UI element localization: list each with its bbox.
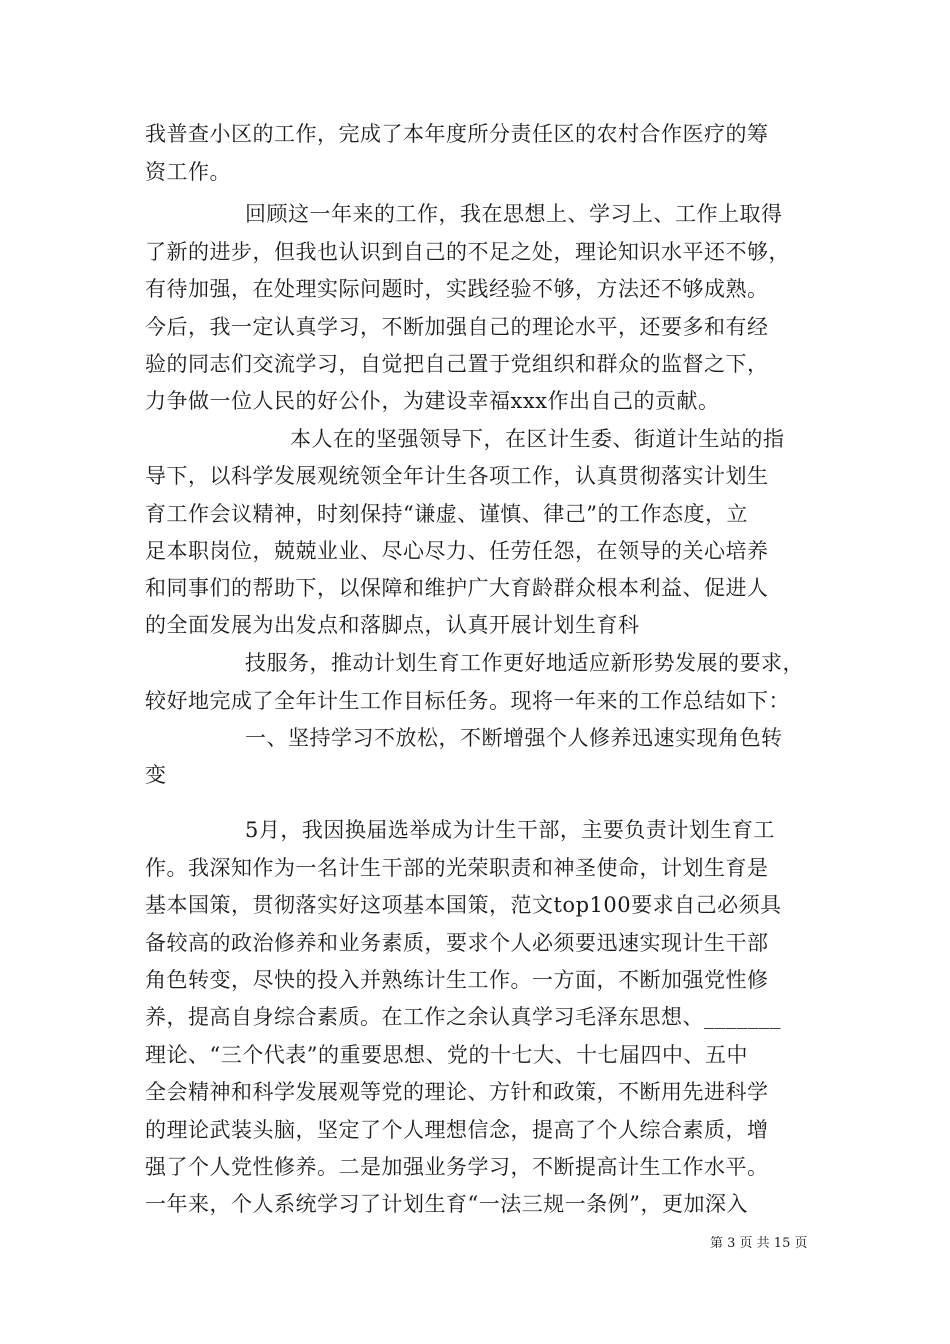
text-line: 验的同志们交流学习，自觉把自己置于党组织和群众的监督之下， <box>145 352 769 376</box>
paragraph-start-line: 本人在的坚强领导下，在区计生委、街道计生站的指 <box>290 427 785 451</box>
section-heading: 一、坚持学习不放松，不断增强个人修养迅速实现角色转 <box>245 726 783 750</box>
text-line: 足本职岗位，兢兢业业、尽心尽力、任劳任怨，在领导的关心培养 <box>145 539 769 563</box>
paragraph-start-line: 技服务，推动计划生育工作更好地适应新形势发展的要求， <box>245 651 804 675</box>
text-line: 理论、“三个代表”的重要思想、党的十七大、十七届四中、五中 <box>145 1043 748 1067</box>
text-line: 全会精神和科学发展观等党的理论、方针和政策，不断用先进科学 <box>145 1080 769 1104</box>
text-line: 资工作。 <box>145 160 231 184</box>
text-line: 和同事们的帮助下，以保障和维护广大育龄群众根本利益、促进人 <box>145 576 769 600</box>
paragraph-start-line: 5月，我因换届选举成为计生干部，主要负责计划生育工 <box>245 818 775 842</box>
page-number: 第 3 页 共 15 页 <box>710 1236 808 1251</box>
text-line: 导下，以科学发展观统领全年计生各项工作，认真贯彻落实计划生 <box>145 464 769 488</box>
text-line: 一年来，个人系统学习了计划生育“一法三规一条例”，更加深入 <box>145 1192 748 1216</box>
text-line: 的理论武装头脑，坚定了个人理想信念，提高了个人综合素质，增 <box>145 1118 769 1142</box>
text-line: 备较高的政治修养和业务素质，要求个人必须要迅速实现计生干部 <box>145 931 769 955</box>
text-line: 强了个人党性修养。二是加强业务学习，不断提高计生工作水平。 <box>145 1155 769 1179</box>
text-line: 我普查小区的工作，完成了本年度所分责任区的农村合作医疗的筹 <box>145 122 769 146</box>
text-line: 角色转变，尽快的投入并熟练计生工作。一方面，不断加强党性修 <box>145 968 769 992</box>
text-line: 今后，我一定认真学习，不断加强自己的理论水平，还要多和有经 <box>145 315 769 339</box>
text-line: 育工作会议精神，时刻保持“谦虚、谨慎、律己”的工作态度，立 <box>145 502 748 526</box>
text-line: 力争做一位人民的好公仆，为建设幸福xxx作出自己的贡献。 <box>145 389 720 413</box>
text-line: 的全面发展为出发点和落脚点，认真开展计划生育科 <box>145 613 640 637</box>
text-line: 了新的进步，但我也认识到自己的不足之处，理论知识水平还不够， <box>145 240 790 264</box>
paragraph-start-line: 回顾这一年来的工作，我在思想上、学习上、工作上取得 <box>245 202 783 226</box>
section-heading-continued: 变 <box>145 763 167 787</box>
text-line: 有待加强，在处理实际问题时，实践经验不够，方法还不够成熟。 <box>145 277 769 301</box>
text-line: 基本国策，贯彻落实好这项基本国策，范文top100要求自己必须具 <box>145 893 782 917</box>
text-line: 养，提高自身综合素质。在工作之余认真学习毛泽东思想、_______ <box>145 1005 781 1029</box>
text-line: 较好地完成了全年计生工作目标任务。现将一年来的工作总结如下： <box>145 689 790 713</box>
text-line: 作。我深知作为一名计生干部的光荣职责和神圣使命，计划生育是 <box>145 856 769 880</box>
